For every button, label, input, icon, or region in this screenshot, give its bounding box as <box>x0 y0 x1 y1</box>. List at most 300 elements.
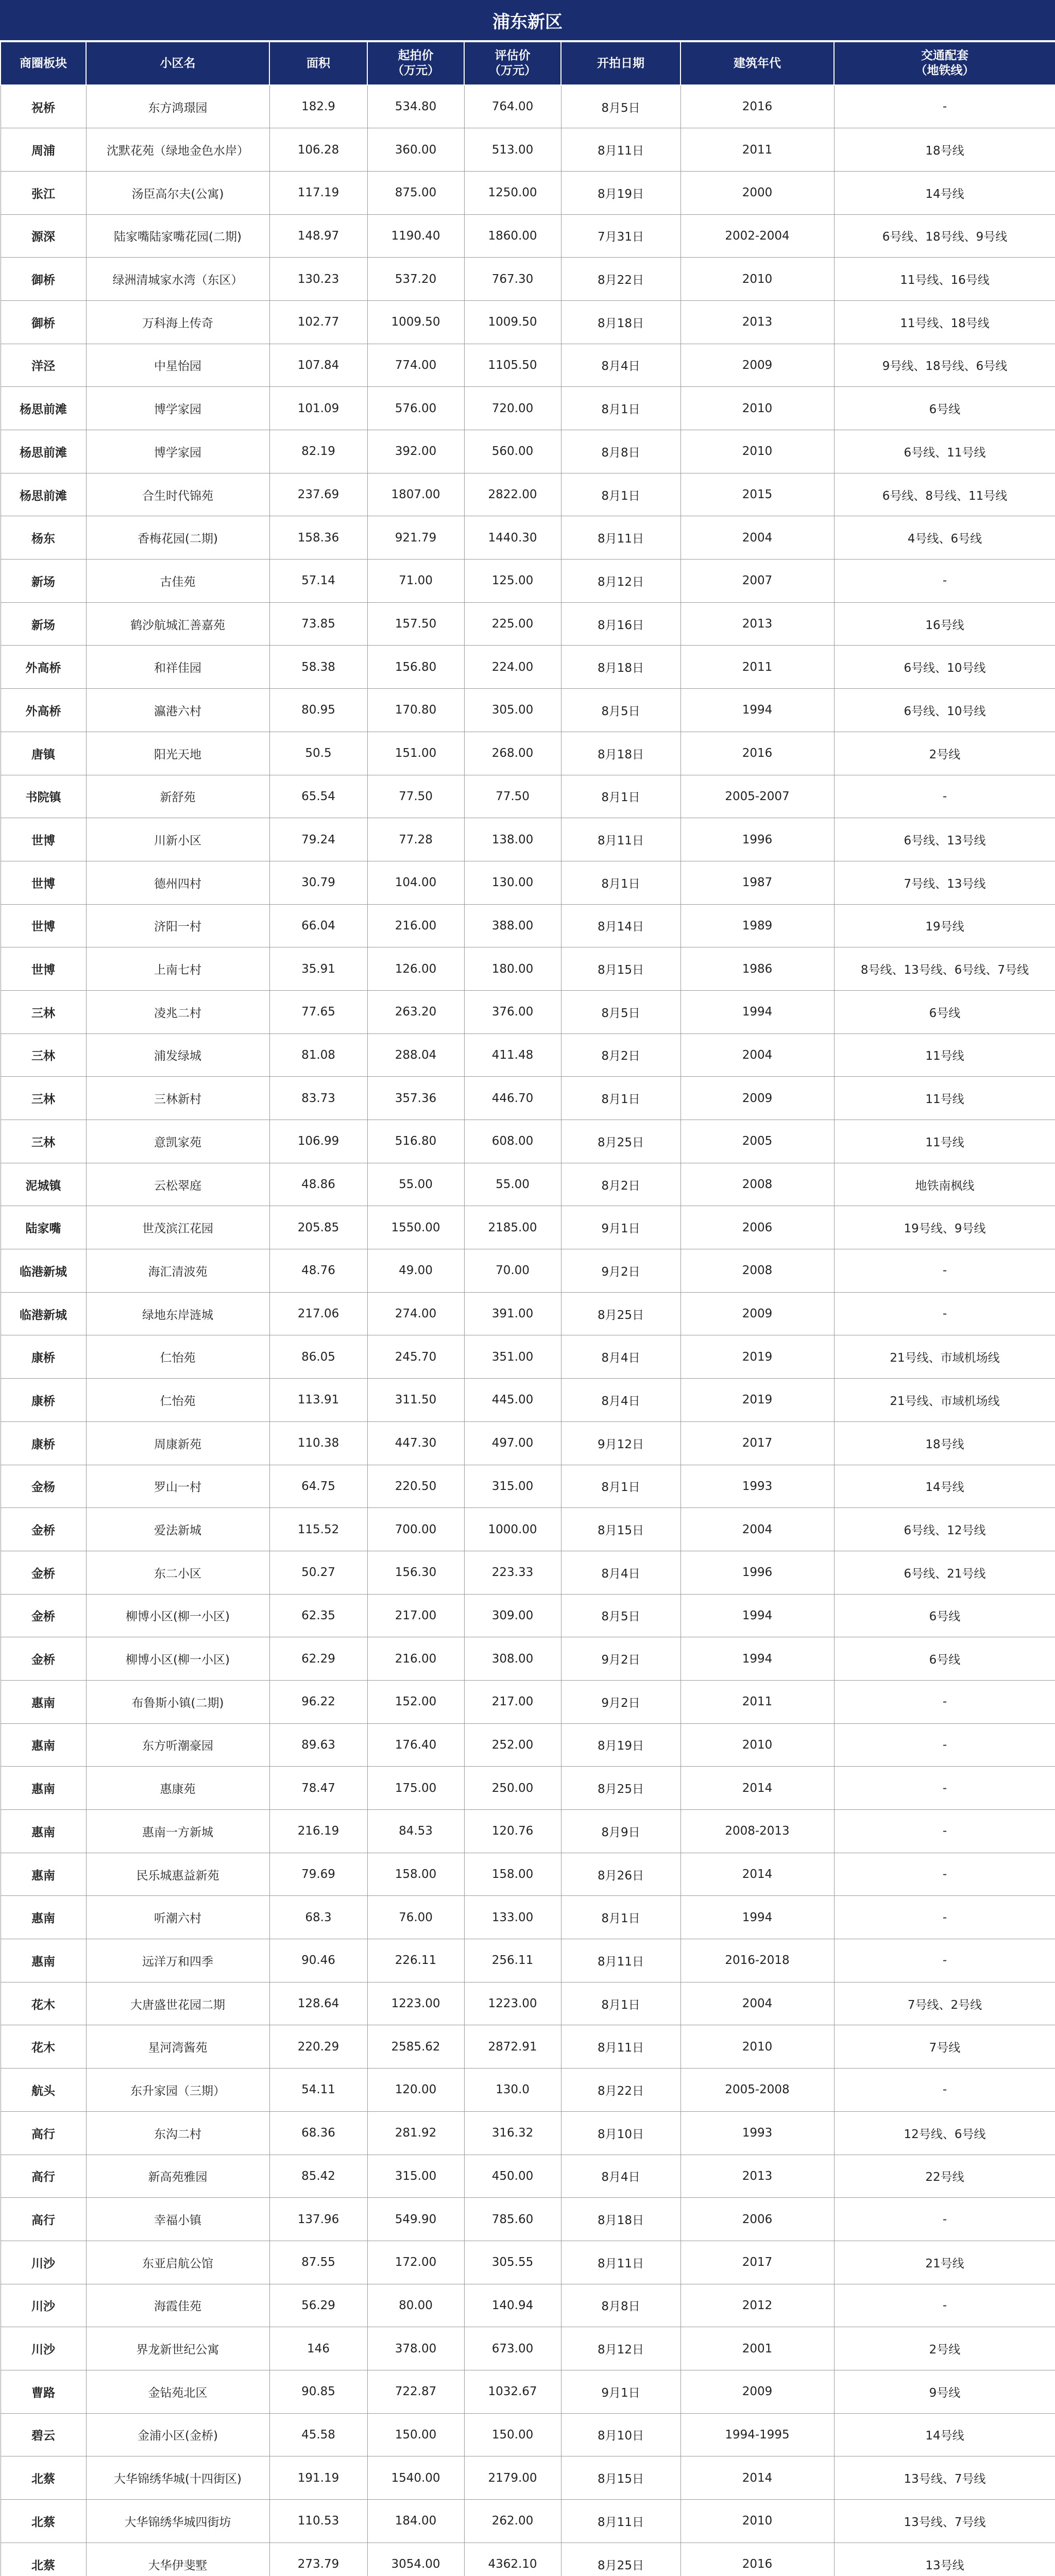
cell-auction-date: 8月22日 <box>561 258 680 301</box>
cell-appraised-price: 125.00 <box>464 560 561 603</box>
cell-district: 康桥 <box>1 1335 86 1379</box>
cell-build-year: 2008 <box>680 1249 834 1293</box>
cell-community: 柳博小区(柳一小区) <box>86 1594 269 1637</box>
cell-area: 216.19 <box>269 1810 367 1853</box>
cell-community: 陆家嘴陆家嘴花园(二期) <box>86 214 269 258</box>
cell-build-year: 2011 <box>680 646 834 689</box>
cell-build-year: 1994 <box>680 1896 834 1939</box>
cell-area: 87.55 <box>269 2241 367 2284</box>
cell-district: 外高桥 <box>1 646 86 689</box>
cell-area: 80.95 <box>269 689 367 732</box>
cell-area: 62.29 <box>269 1637 367 1681</box>
cell-auction-date: 8月5日 <box>561 85 680 128</box>
cell-build-year: 2017 <box>680 2241 834 2284</box>
cell-build-year: 2006 <box>680 1206 834 1249</box>
cell-district: 金桥 <box>1 1551 86 1594</box>
cell-starting-price: 120.00 <box>367 2069 464 2112</box>
table-row <box>1 861 1055 904</box>
cell-build-year: 2019 <box>680 1379 834 1422</box>
cell-auction-date: 8月16日 <box>561 602 680 646</box>
cell-starting-price: 170.80 <box>367 689 464 732</box>
cell-community: 大华伊斐墅 <box>86 2543 269 2576</box>
cell-starting-price: 315.00 <box>367 2155 464 2198</box>
table-row <box>1 1896 1055 1939</box>
cell-community: 柳博小区(柳一小区) <box>86 1637 269 1681</box>
cell-auction-date: 9月1日 <box>561 1206 680 1249</box>
cell-starting-price: 216.00 <box>367 1637 464 1681</box>
table-row <box>1 1033 1055 1077</box>
cell-area: 220.29 <box>269 2025 367 2069</box>
cell-appraised-price: 130.0 <box>464 2069 561 2112</box>
cell-starting-price: 311.50 <box>367 1379 464 1422</box>
cell-metro: 6号线、13号线 <box>834 818 1055 861</box>
cell-area: 56.29 <box>269 2284 367 2327</box>
cell-appraised-price: 1032.67 <box>464 2370 561 2413</box>
table-body <box>1 85 1055 2576</box>
table-row <box>1 2241 1055 2284</box>
cell-area: 81.08 <box>269 1033 367 1077</box>
cell-auction-date: 8月10日 <box>561 2413 680 2456</box>
cell-community: 世茂滨江花园 <box>86 1206 269 1249</box>
cell-build-year: 2013 <box>680 300 834 344</box>
cell-starting-price: 126.00 <box>367 947 464 991</box>
cell-starting-price: 77.50 <box>367 775 464 818</box>
cell-build-year: 2013 <box>680 602 834 646</box>
cell-auction-date: 8月18日 <box>561 646 680 689</box>
cell-build-year: 2004 <box>680 516 834 560</box>
table-row <box>1 1637 1055 1681</box>
cell-area: 79.69 <box>269 1853 367 1896</box>
cell-district: 世博 <box>1 947 86 991</box>
cell-starting-price: 534.80 <box>367 85 464 128</box>
cell-appraised-price: 1860.00 <box>464 214 561 258</box>
cell-appraised-price: 1223.00 <box>464 1982 561 2025</box>
cell-community: 和祥佳园 <box>86 646 269 689</box>
cell-metro: - <box>834 1939 1055 1982</box>
cell-community: 万科海上传奇 <box>86 300 269 344</box>
cell-community: 瀛港六村 <box>86 689 269 732</box>
cell-community: 沈默花苑（绿地金色水岸） <box>86 128 269 172</box>
cell-area: 90.46 <box>269 1939 367 1982</box>
cell-district: 曹路 <box>1 2370 86 2413</box>
cell-auction-date: 8月11日 <box>561 2025 680 2069</box>
cell-community: 东升家园（三期） <box>86 2069 269 2112</box>
cell-community: 海霞佳苑 <box>86 2284 269 2327</box>
cell-district: 陆家嘴 <box>1 1206 86 1249</box>
cell-build-year: 1987 <box>680 861 834 904</box>
cell-community: 鹤沙航城汇善嘉苑 <box>86 602 269 646</box>
cell-metro: - <box>834 1249 1055 1293</box>
cell-build-year: 1989 <box>680 904 834 947</box>
cell-build-year: 2010 <box>680 1723 834 1767</box>
cell-district: 花木 <box>1 2025 86 2069</box>
cell-auction-date: 8月18日 <box>561 732 680 775</box>
cell-appraised-price: 445.00 <box>464 1379 561 1422</box>
cell-appraised-price: 316.32 <box>464 2111 561 2155</box>
cell-build-year: 2004 <box>680 1982 834 2025</box>
cell-starting-price: 3054.00 <box>367 2543 464 2576</box>
cell-starting-price: 151.00 <box>367 732 464 775</box>
cell-starting-price: 921.79 <box>367 516 464 560</box>
cell-build-year: 2014 <box>680 2456 834 2500</box>
cell-auction-date: 8月1日 <box>561 387 680 430</box>
cell-community: 浦发绿城 <box>86 1033 269 1077</box>
cell-appraised-price: 513.00 <box>464 128 561 172</box>
cell-area: 35.91 <box>269 947 367 991</box>
cell-auction-date: 8月11日 <box>561 128 680 172</box>
cell-appraised-price: 309.00 <box>464 1594 561 1637</box>
table-row <box>1 2025 1055 2069</box>
table-row <box>1 85 1055 128</box>
cell-area: 107.84 <box>269 344 367 387</box>
cell-auction-date: 8月11日 <box>561 516 680 560</box>
cell-community: 意凯家苑 <box>86 1120 269 1163</box>
cell-area: 68.36 <box>269 2111 367 2155</box>
cell-district: 杨东 <box>1 516 86 560</box>
cell-community: 爱法新城 <box>86 1508 269 1551</box>
table-row <box>1 430 1055 473</box>
cell-starting-price: 80.00 <box>367 2284 464 2327</box>
cell-starting-price: 875.00 <box>367 171 464 214</box>
cell-community: 德州四村 <box>86 861 269 904</box>
cell-build-year: 2009 <box>680 344 834 387</box>
cell-build-year: 1994 <box>680 689 834 732</box>
cell-auction-date: 8月26日 <box>561 1853 680 1896</box>
cell-area: 58.38 <box>269 646 367 689</box>
cell-starting-price: 220.50 <box>367 1465 464 1508</box>
table-row <box>1 2327 1055 2370</box>
cell-area: 115.52 <box>269 1508 367 1551</box>
cell-metro: 21号线 <box>834 2241 1055 2284</box>
cell-appraised-price: 767.30 <box>464 258 561 301</box>
cell-appraised-price: 2179.00 <box>464 2456 561 2500</box>
cell-area: 48.86 <box>269 1163 367 1206</box>
cell-starting-price: 288.04 <box>367 1033 464 1077</box>
cell-area: 30.79 <box>269 861 367 904</box>
cell-build-year: 2010 <box>680 2500 834 2543</box>
cell-district: 新场 <box>1 602 86 646</box>
cell-appraised-price: 1250.00 <box>464 171 561 214</box>
cell-build-year: 2016 <box>680 85 834 128</box>
table-row <box>1 1163 1055 1206</box>
cell-appraised-price: 77.50 <box>464 775 561 818</box>
cell-starting-price: 104.00 <box>367 861 464 904</box>
cell-community: 仁怡苑 <box>86 1379 269 1422</box>
cell-auction-date: 8月12日 <box>561 2327 680 2370</box>
cell-metro: 13号线、7号线 <box>834 2500 1055 2543</box>
cell-area: 101.09 <box>269 387 367 430</box>
cell-appraised-price: 55.00 <box>464 1163 561 1206</box>
cell-build-year: 2016 <box>680 2543 834 2576</box>
cell-auction-date: 8月9日 <box>561 1810 680 1853</box>
cell-build-year: 1994-1995 <box>680 2413 834 2456</box>
header-auction-date: 开拍日期 <box>561 42 680 85</box>
cell-starting-price: 447.30 <box>367 1421 464 1465</box>
cell-appraised-price: 560.00 <box>464 430 561 473</box>
cell-starting-price: 722.87 <box>367 2370 464 2413</box>
cell-auction-date: 8月18日 <box>561 2198 680 2241</box>
cell-build-year: 2010 <box>680 387 834 430</box>
cell-auction-date: 8月1日 <box>561 473 680 516</box>
cell-auction-date: 8月2日 <box>561 1163 680 1206</box>
cell-starting-price: 76.00 <box>367 1896 464 1939</box>
cell-appraised-price: 256.11 <box>464 1939 561 1982</box>
cell-district: 三林 <box>1 1077 86 1120</box>
cell-district: 碧云 <box>1 2413 86 2456</box>
table-row <box>1 214 1055 258</box>
cell-build-year: 2012 <box>680 2284 834 2327</box>
cell-starting-price: 1807.00 <box>367 473 464 516</box>
cell-build-year: 2015 <box>680 473 834 516</box>
cell-metro: - <box>834 1896 1055 1939</box>
cell-starting-price: 226.11 <box>367 1939 464 1982</box>
table-row <box>1 2111 1055 2155</box>
table-row <box>1 1120 1055 1163</box>
table-row <box>1 1077 1055 1120</box>
cell-district: 泥城镇 <box>1 1163 86 1206</box>
cell-area: 45.58 <box>269 2413 367 2456</box>
cell-district: 金桥 <box>1 1637 86 1681</box>
cell-starting-price: 537.20 <box>367 258 464 301</box>
cell-district: 杨思前滩 <box>1 430 86 473</box>
cell-appraised-price: 450.00 <box>464 2155 561 2198</box>
cell-community: 绿洲清城家水湾（东区） <box>86 258 269 301</box>
cell-starting-price: 360.00 <box>367 128 464 172</box>
cell-appraised-price: 2822.00 <box>464 473 561 516</box>
cell-build-year: 2009 <box>680 1077 834 1120</box>
cell-auction-date: 8月1日 <box>561 861 680 904</box>
cell-build-year: 1994 <box>680 1637 834 1681</box>
cell-community: 界龙新世纪公寓 <box>86 2327 269 2370</box>
cell-community: 古佳苑 <box>86 560 269 603</box>
cell-build-year: 2016 <box>680 732 834 775</box>
table-row <box>1 1680 1055 1723</box>
cell-area: 130.23 <box>269 258 367 301</box>
cell-district: 临港新城 <box>1 1292 86 1335</box>
cell-metro: 6号线、12号线 <box>834 1508 1055 1551</box>
cell-district: 新场 <box>1 560 86 603</box>
table-row <box>1 1982 1055 2025</box>
cell-district: 北蔡 <box>1 2456 86 2500</box>
cell-appraised-price: 411.48 <box>464 1033 561 1077</box>
cell-metro: - <box>834 2069 1055 2112</box>
table-row <box>1 1551 1055 1594</box>
cell-starting-price: 216.00 <box>367 904 464 947</box>
cell-auction-date: 8月11日 <box>561 2241 680 2284</box>
cell-community: 中星怡园 <box>86 344 269 387</box>
cell-starting-price: 158.00 <box>367 1853 464 1896</box>
table-row <box>1 516 1055 560</box>
cell-build-year: 2001 <box>680 2327 834 2370</box>
cell-community: 周康新苑 <box>86 1421 269 1465</box>
cell-area: 79.24 <box>269 818 367 861</box>
cell-starting-price: 2585.62 <box>367 2025 464 2069</box>
cell-build-year: 2008-2013 <box>680 1810 834 1853</box>
cell-district: 北蔡 <box>1 2500 86 2543</box>
cell-auction-date: 8月11日 <box>561 1939 680 1982</box>
table-row <box>1 602 1055 646</box>
cell-auction-date: 8月5日 <box>561 689 680 732</box>
cell-starting-price: 156.30 <box>367 1551 464 1594</box>
cell-metro: 14号线 <box>834 171 1055 214</box>
cell-area: 137.96 <box>269 2198 367 2241</box>
cell-community: 金钻苑北区 <box>86 2370 269 2413</box>
cell-auction-date: 7月31日 <box>561 214 680 258</box>
cell-build-year: 2019 <box>680 1335 834 1379</box>
cell-area: 62.35 <box>269 1594 367 1637</box>
cell-metro: 11号线、16号线 <box>834 258 1055 301</box>
cell-metro: 21号线、市域机场线 <box>834 1379 1055 1422</box>
cell-auction-date: 8月4日 <box>561 1335 680 1379</box>
cell-starting-price: 700.00 <box>367 1508 464 1551</box>
cell-area: 102.77 <box>269 300 367 344</box>
cell-appraised-price: 140.94 <box>464 2284 561 2327</box>
table-row <box>1 818 1055 861</box>
cell-appraised-price: 223.33 <box>464 1551 561 1594</box>
cell-auction-date: 8月1日 <box>561 1077 680 1120</box>
cell-auction-date: 9月2日 <box>561 1249 680 1293</box>
cell-auction-date: 8月12日 <box>561 560 680 603</box>
cell-area: 217.06 <box>269 1292 367 1335</box>
cell-metro: 18号线 <box>834 128 1055 172</box>
cell-area: 78.47 <box>269 1767 367 1810</box>
cell-district: 金桥 <box>1 1508 86 1551</box>
cell-build-year: 2006 <box>680 2198 834 2241</box>
cell-district: 惠南 <box>1 1810 86 1853</box>
cell-area: 50.5 <box>269 732 367 775</box>
cell-district: 惠南 <box>1 1896 86 1939</box>
cell-district: 临港新城 <box>1 1249 86 1293</box>
cell-starting-price: 172.00 <box>367 2241 464 2284</box>
cell-auction-date: 8月15日 <box>561 1508 680 1551</box>
cell-appraised-price: 268.00 <box>464 732 561 775</box>
cell-community: 凌兆二村 <box>86 990 269 1033</box>
cell-community: 东方鸿璟园 <box>86 85 269 128</box>
cell-community: 远洋万和四季 <box>86 1939 269 1982</box>
cell-metro: 4号线、6号线 <box>834 516 1055 560</box>
cell-build-year: 2005-2007 <box>680 775 834 818</box>
cell-starting-price: 71.00 <box>367 560 464 603</box>
cell-starting-price: 77.28 <box>367 818 464 861</box>
cell-metro: 6号线 <box>834 990 1055 1033</box>
cell-appraised-price: 150.00 <box>464 2413 561 2456</box>
cell-metro: 6号线、10号线 <box>834 689 1055 732</box>
table-row <box>1 1292 1055 1335</box>
cell-auction-date: 8月25日 <box>561 2543 680 2576</box>
cell-auction-date: 8月25日 <box>561 1292 680 1335</box>
header-build-year: 建筑年代 <box>680 42 834 85</box>
cell-build-year: 1994 <box>680 990 834 1033</box>
cell-district: 川沙 <box>1 2284 86 2327</box>
cell-area: 86.05 <box>269 1335 367 1379</box>
cell-area: 90.85 <box>269 2370 367 2413</box>
table-row <box>1 1465 1055 1508</box>
cell-appraised-price: 133.00 <box>464 1896 561 1939</box>
cell-appraised-price: 388.00 <box>464 904 561 947</box>
cell-appraised-price: 720.00 <box>464 387 561 430</box>
cell-metro: - <box>834 2284 1055 2327</box>
cell-build-year: 2016-2018 <box>680 1939 834 1982</box>
table-row <box>1 904 1055 947</box>
cell-metro: 6号线、21号线 <box>834 1551 1055 1594</box>
table-row <box>1 473 1055 516</box>
table-row <box>1 1853 1055 1896</box>
cell-appraised-price: 376.00 <box>464 990 561 1033</box>
cell-starting-price: 176.40 <box>367 1723 464 1767</box>
cell-appraised-price: 315.00 <box>464 1465 561 1508</box>
cell-appraised-price: 2185.00 <box>464 1206 561 1249</box>
cell-metro: 6号线 <box>834 1594 1055 1637</box>
cell-district: 金杨 <box>1 1465 86 1508</box>
cell-metro: - <box>834 2198 1055 2241</box>
cell-metro: 9号线 <box>834 2370 1055 2413</box>
cell-area: 158.36 <box>269 516 367 560</box>
cell-area: 205.85 <box>269 1206 367 1249</box>
table-row <box>1 2155 1055 2198</box>
cell-build-year: 2004 <box>680 1033 834 1077</box>
cell-area: 73.85 <box>269 602 367 646</box>
table-row <box>1 258 1055 301</box>
cell-appraised-price: 225.00 <box>464 602 561 646</box>
cell-community: 三林新村 <box>86 1077 269 1120</box>
cell-starting-price: 1540.00 <box>367 2456 464 2500</box>
cell-area: 64.75 <box>269 1465 367 1508</box>
cell-build-year: 1993 <box>680 2111 834 2155</box>
cell-district: 川沙 <box>1 2327 86 2370</box>
cell-build-year: 2005 <box>680 1120 834 1163</box>
cell-appraised-price: 1009.50 <box>464 300 561 344</box>
cell-area: 106.28 <box>269 128 367 172</box>
header-community: 小区名 <box>86 42 269 85</box>
cell-community: 布鲁斯小镇(二期) <box>86 1680 269 1723</box>
cell-metro: 6号线、10号线 <box>834 646 1055 689</box>
cell-appraised-price: 130.00 <box>464 861 561 904</box>
cell-auction-date: 8月5日 <box>561 990 680 1033</box>
table-row <box>1 2500 1055 2543</box>
cell-metro: 19号线、9号线 <box>834 1206 1055 1249</box>
cell-community: 大唐盛世花园二期 <box>86 1982 269 2025</box>
cell-appraised-price: 252.00 <box>464 1723 561 1767</box>
cell-appraised-price: 351.00 <box>464 1335 561 1379</box>
cell-build-year: 2010 <box>680 2025 834 2069</box>
cell-metro: 7号线 <box>834 2025 1055 2069</box>
cell-build-year: 2011 <box>680 1680 834 1723</box>
cell-community: 东沟二村 <box>86 2111 269 2155</box>
cell-appraised-price: 217.00 <box>464 1680 561 1723</box>
cell-district: 世博 <box>1 861 86 904</box>
cell-community: 民乐城惠益新苑 <box>86 1853 269 1896</box>
cell-auction-date: 8月25日 <box>561 1767 680 1810</box>
cell-community: 汤臣高尔夫(公寓) <box>86 171 269 214</box>
cell-build-year: 2010 <box>680 258 834 301</box>
cell-area: 82.19 <box>269 430 367 473</box>
table-row <box>1 387 1055 430</box>
cell-starting-price: 217.00 <box>367 1594 464 1637</box>
table-row <box>1 2198 1055 2241</box>
cell-metro: 11号线 <box>834 1077 1055 1120</box>
cell-community: 惠康苑 <box>86 1767 269 1810</box>
cell-community: 罗山一村 <box>86 1465 269 1508</box>
cell-metro: 8号线、13号线、6号线、7号线 <box>834 947 1055 991</box>
cell-starting-price: 1550.00 <box>367 1206 464 1249</box>
cell-community: 新舒苑 <box>86 775 269 818</box>
cell-starting-price: 150.00 <box>367 2413 464 2456</box>
cell-district: 书院镇 <box>1 775 86 818</box>
cell-metro: - <box>834 1723 1055 1767</box>
cell-area: 191.19 <box>269 2456 367 2500</box>
cell-area: 237.69 <box>269 473 367 516</box>
cell-area: 57.14 <box>269 560 367 603</box>
